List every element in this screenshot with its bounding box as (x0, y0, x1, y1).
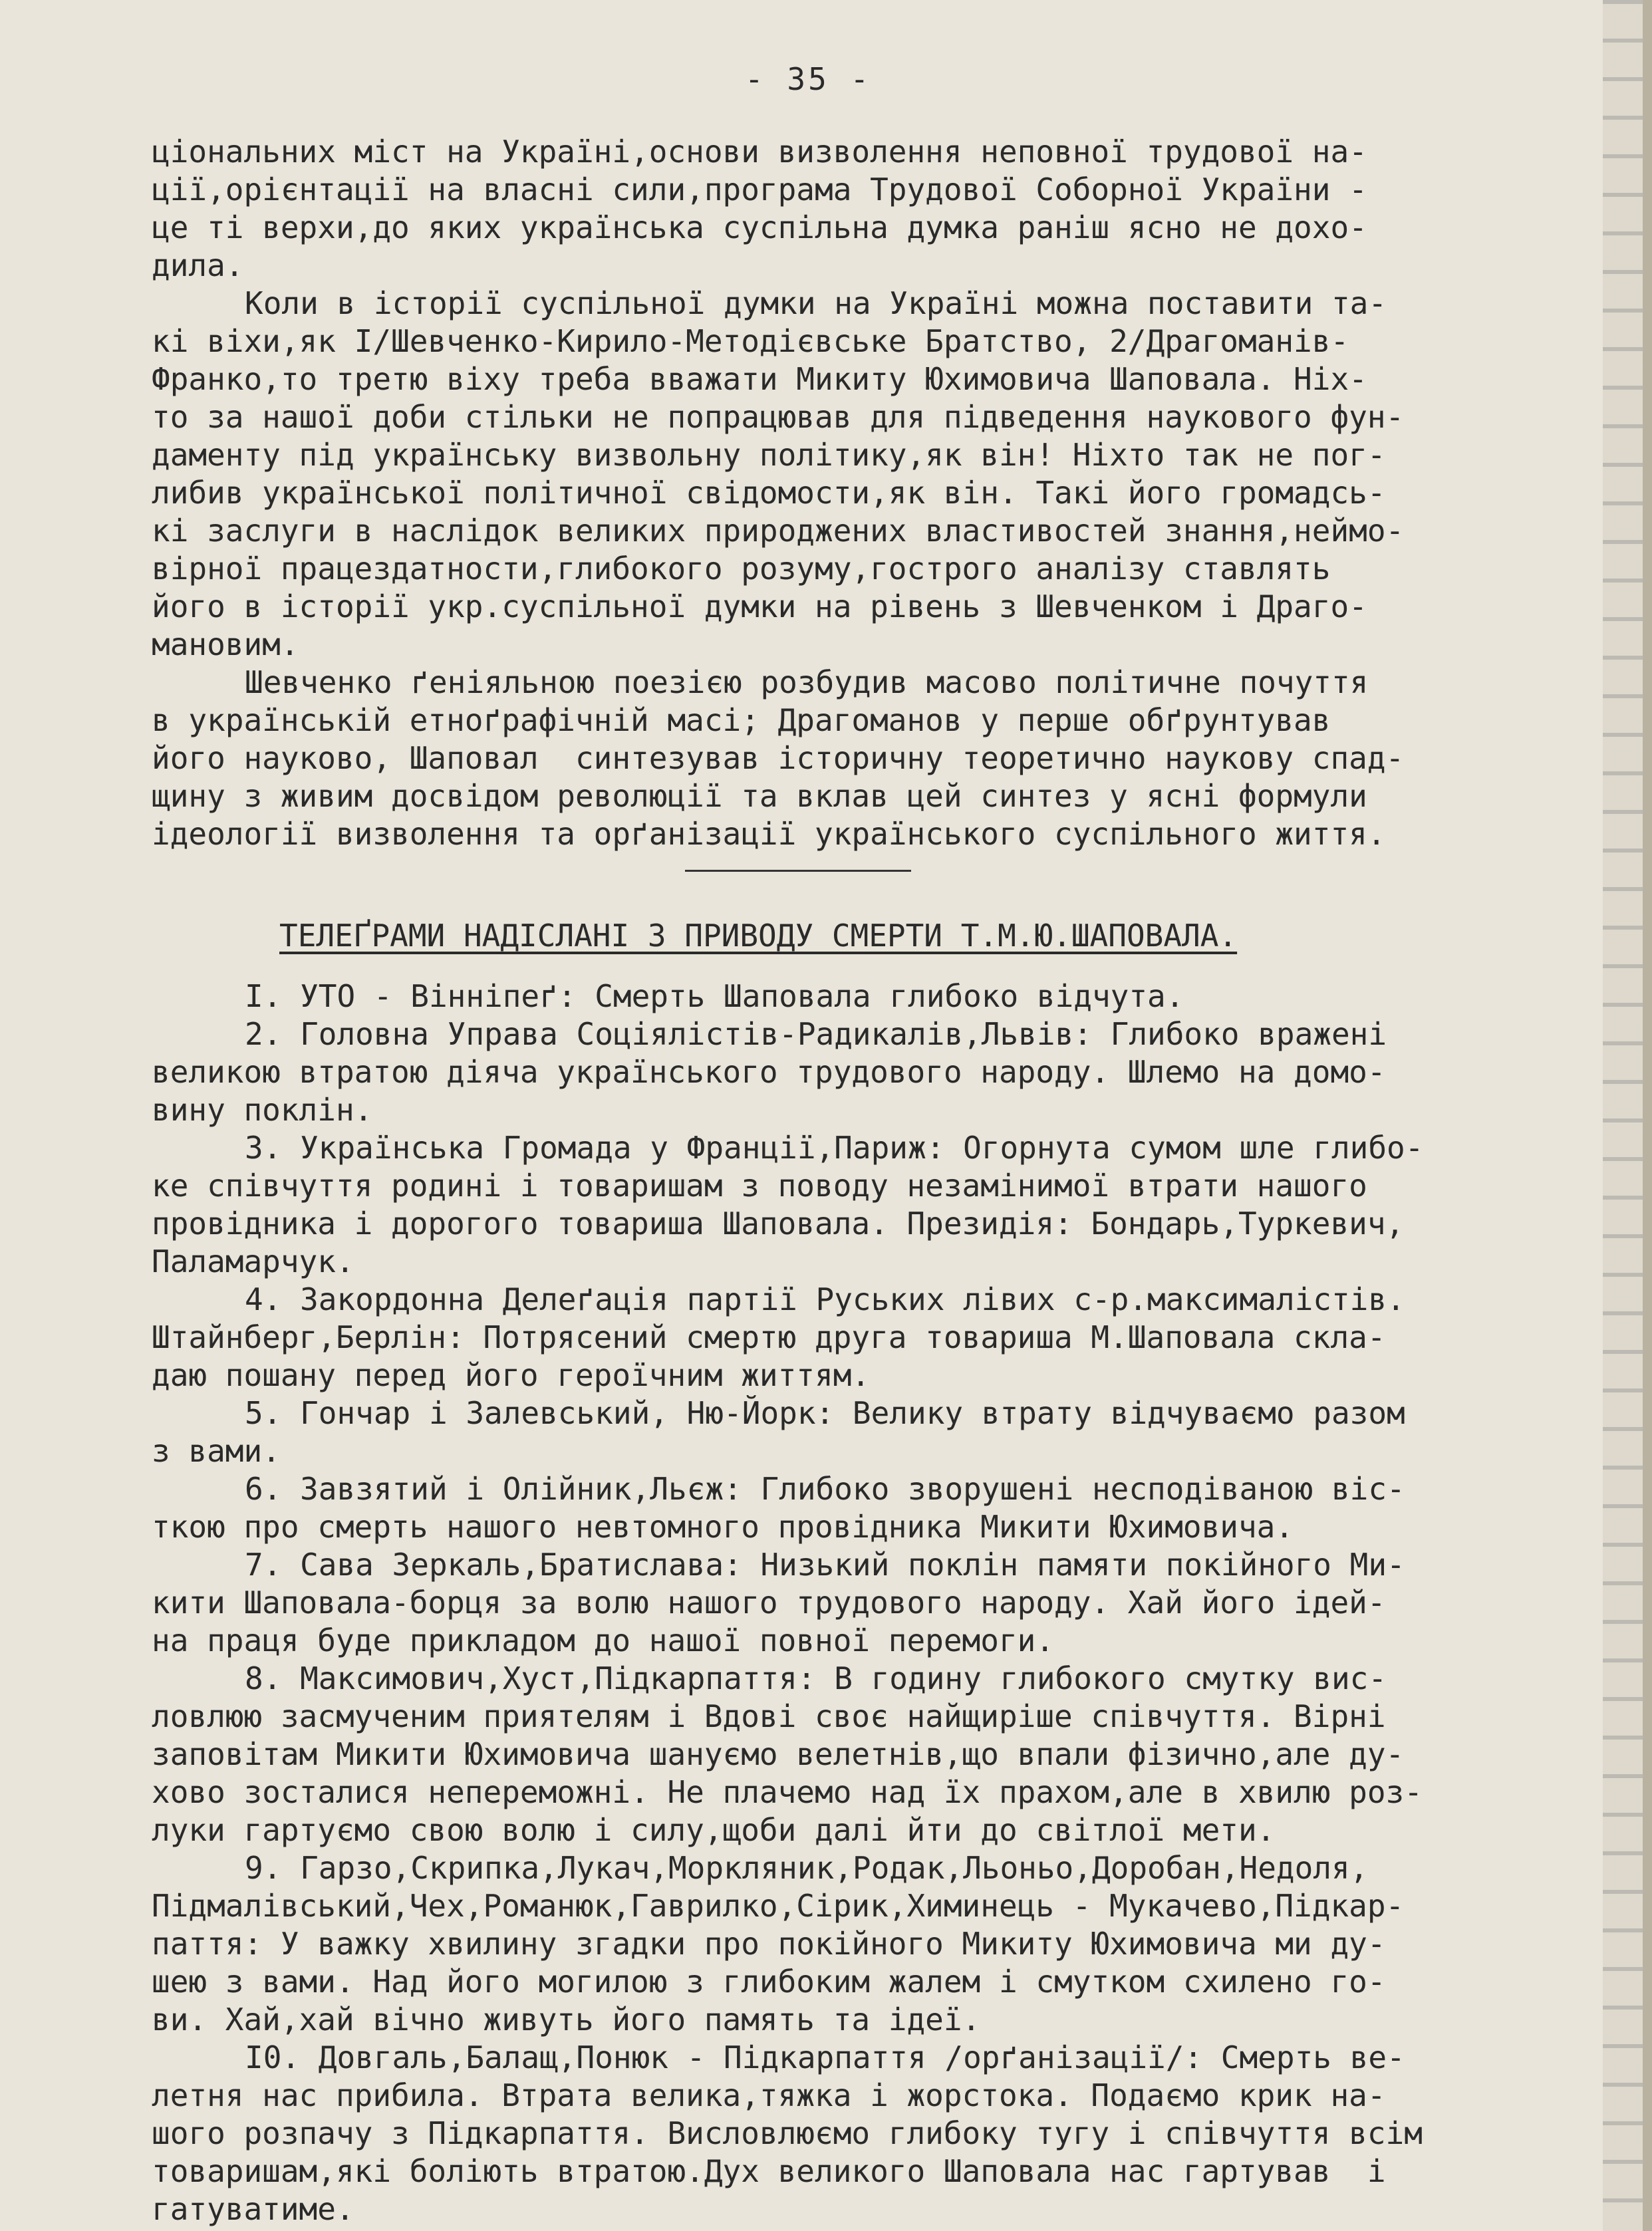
telegram-entry (152, 978, 1528, 1015)
text-line: паття: У важку хвилину згадки про покійного Микиту Юхимовича ми ду- (152, 1926, 1386, 1962)
telegram-entry (152, 1849, 1528, 2039)
telegram-entry (152, 1394, 1528, 1470)
text-line: дила. (152, 247, 244, 283)
telegram-list (152, 978, 1528, 2228)
text-line: його в історії укр.суспільної думки на рівень з Шевченком і Драго- (152, 589, 1367, 624)
text-line: мановим. (152, 626, 299, 662)
text-line: ції,орієнтації на власні сили,програма Трудової Соборної України - (152, 172, 1367, 207)
text-line: 6. Завзятий і Олійник,Льєж: Глибоко зворушені несподіваною віс- (245, 1471, 1405, 1507)
text-line: його науково, Шаповал синтезував історичну теоретично наукову спад- (152, 740, 1405, 776)
text-line: вірної працездатности,глибокого розуму,гострого аналізу ставлять (152, 551, 1331, 587)
text-line: з вами. (152, 1433, 281, 1469)
paragraph (152, 285, 1528, 664)
text-line: Підмалівський,Чех,Романюк,Гаврилко,Сірик,Химинець - Мукачево,Підкар- (152, 1888, 1405, 1924)
text-line: Паламарчук. (152, 1244, 354, 1279)
paragraph (152, 664, 1528, 853)
text-line: 8. Максимович,Хуст,Підкарпаття: В годину глибокого смутку вис- (245, 1660, 1387, 1696)
text-line: І. УТО - Вінніпеґ: Смерть Шаповала глибоко відчута. (245, 978, 1184, 1014)
paragraph (152, 133, 1528, 285)
text-line: 3. Українська Громада у Франції,Париж: Огорнута сумом шле глибо- (245, 1130, 1424, 1166)
text-line: луки гартуємо свою волю і силу,щоби далі йти до світлої мети. (152, 1812, 1276, 1848)
telegram-entry (152, 1470, 1528, 1546)
telegram-entry (152, 1660, 1528, 1849)
text-line: то за нашої доби стільки не попрацював для підведення наукового фун- (152, 399, 1405, 435)
text-line: хово зосталися непереможні. Не плачемо над їх прахом,але в хвилю роз- (152, 1774, 1423, 1810)
text-line: вину поклін. (152, 1092, 373, 1128)
text-line: даменту під українську визвольну політику,як він! Ніхто так не пог- (152, 437, 1386, 473)
text-line: в українській етноґрафічній масі; Драгоманов у перше обґрунтував (152, 702, 1331, 738)
telegram-entry (152, 1015, 1528, 1129)
text-line: великою втратою діяча українського трудового народу. Шлемо на домо- (152, 1054, 1386, 1090)
text-line: 7. Сава Зеркаль,Братислава: Низький поклін памяти покійного Ми- (245, 1547, 1405, 1583)
text-line: гатуватиме. (152, 2191, 354, 2227)
telegram-entry (152, 1129, 1528, 1281)
telegram-entry (152, 1281, 1528, 1394)
text-line: кі заслуги в наслідок великих природжених властивостей знання,неймо- (152, 513, 1405, 549)
text-line: 2. Головна Управа Соціялістів-Радикалів,Львів: Глибоко вражені (245, 1016, 1387, 1052)
text-line: кі віхи,як І/Шевченко-Кирило-Методієвське Братство, 2/Драгоманів- (152, 323, 1349, 359)
text-line: даю пошану перед його героїчним життям. (152, 1357, 871, 1393)
text-line: провідника і дорогого товариша Шаповала. Президія: Бондарь,Туркевич, (152, 1206, 1405, 1242)
text-line: ціональних міст на Україні,основи визволення неповної трудової на- (152, 134, 1367, 170)
page-number: - 35 - (745, 61, 872, 97)
text-line: на праця буде прикладом до нашої повної перемоги. (152, 1623, 1055, 1658)
telegram-entry (152, 1546, 1528, 1660)
text-line: ідеології визволення та орґанізації українського суспільного життя. (152, 816, 1386, 852)
text-line: Шевченко ґеніяльною поезією розбудив масово політичне почуття (245, 664, 1369, 700)
text-line: товаришам,які боліють втратою.Дух великого Шаповала нас гартував і (152, 2153, 1386, 2189)
text-line: Штайнберг,Берлін: Потрясений смертю друга товариша М.Шаповала скла- (152, 1319, 1386, 1355)
text-line: Франко,то третю віху треба вважати Микиту Юхимовича Шаповала. Ніх- (152, 361, 1367, 397)
text-line: 4. Закордонна Делеґація партії Руських лівих с-р.максималістів. (245, 1281, 1405, 1317)
binding-edge (1603, 0, 1643, 2231)
text-line: 5. Гончар і Залевський, Ню-Йорк: Велику втрату відчуваємо разом (245, 1395, 1405, 1431)
section-divider (685, 870, 911, 872)
text-line: це ті верхи,до яких українська суспільна думка раніш ясно не дохо- (152, 209, 1367, 245)
text-line: либив української політичної свідомости,як він. Такі його громадсь- (152, 475, 1386, 511)
text-line: шею з вами. Над його могилою з глибоким жалем і смутком схилено го- (152, 1964, 1386, 2000)
text-line: кити Шаповала-борця за волю нашого трудового народу. Хай його ідей- (152, 1585, 1386, 1621)
text-line: ловлюю засмученим приятелям і Вдові своє найщиріше співчуття. Вірні (152, 1698, 1386, 1734)
text-line: Коли в історії суспільної думки на Україні можна поставити та- (245, 285, 1387, 321)
text-line: 9. Гарзо,Скрипка,Лукач,Моркляник,Родак,Льоньо,Доробан,Недоля, (245, 1850, 1369, 1886)
text-line: І0. Довгаль,Балащ,Понюк - Підкарпаття /орґанізації/: Смерть ве- (245, 2039, 1405, 2075)
text-line: ви. Хай,хай вічно живуть його память та ідеї. (152, 2002, 981, 2037)
text-line: ке співчуття родині і товаришам з поводу незамінимої втрати нашого (152, 1168, 1367, 1204)
essay-text (152, 133, 1528, 853)
text-line: ткою про смерть нашого невтомного провідника Микити Юхимовича. (152, 1509, 1294, 1545)
text-line: заповітам Микити Юхимовича шануємо велетнів,що впали фізично,але ду- (152, 1736, 1405, 1772)
text-line: щину з живим досвідом революції та вклав цей синтез у ясні формули (152, 778, 1367, 814)
text-line: шого розпачу з Підкарпаття. Висловлюємо глибоку тугу і співчуття всім (152, 2115, 1423, 2151)
text-line: летня нас прибила. Втрата велика,тяжка і жорстока. Подаємо крик на- (152, 2077, 1386, 2113)
section-heading: ТЕЛЕҐРАМИ НАДІСЛАНІ З ПРИВОДУ СМЕРТИ Т.М.Ю.ШАПОВАЛА. (279, 918, 1238, 954)
telegram-entry (152, 2039, 1528, 2228)
